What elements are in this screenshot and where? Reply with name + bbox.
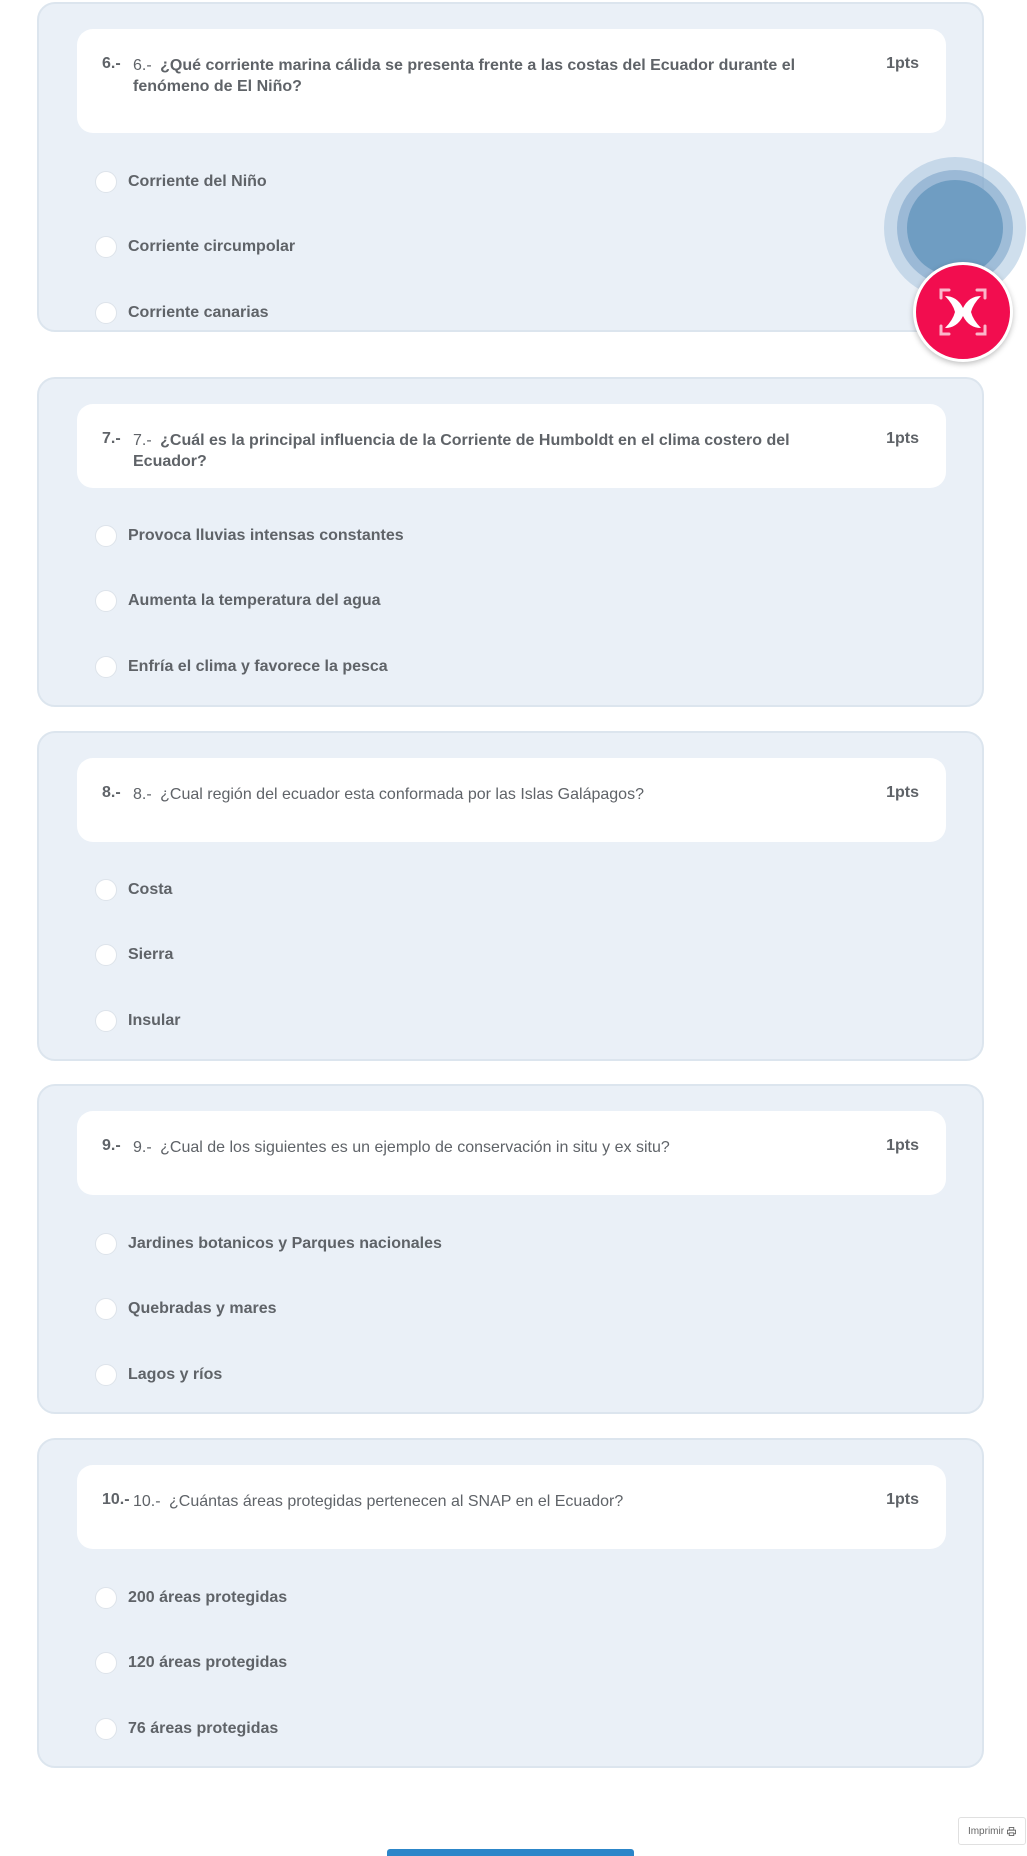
question-points: 1pts <box>886 430 919 447</box>
question-header <box>77 404 946 488</box>
radio-button[interactable] <box>95 1364 117 1386</box>
answer-label: Jardines botanicos y Parques nacionales <box>128 1235 442 1252</box>
answer-option[interactable] <box>95 877 172 903</box>
question-prefix: 6.- <box>133 57 152 74</box>
answer-label: Aumenta la temperatura del agua <box>128 592 381 609</box>
answer-option[interactable] <box>95 654 388 680</box>
question-body: ¿Cuál es la principal influencia de la Corriente de Humboldt en el clima costero del Ecuador? <box>133 432 790 470</box>
question-prefix: 9.- <box>133 1139 152 1156</box>
answer-label: Corriente canarias <box>128 304 269 321</box>
answer-label: Costa <box>128 881 173 898</box>
answer-option[interactable] <box>95 169 267 195</box>
question-number: 8.- <box>102 784 121 801</box>
answer-label: Sierra <box>128 946 174 963</box>
radio-button[interactable] <box>95 302 117 324</box>
answer-option[interactable] <box>95 1650 287 1676</box>
answer-option[interactable] <box>95 588 381 614</box>
answer-label: Quebradas y mares <box>128 1300 277 1317</box>
question-header <box>77 1111 946 1195</box>
radio-button[interactable] <box>95 879 117 901</box>
question-card-8 <box>37 731 984 1061</box>
question-points: 1pts <box>886 1491 919 1508</box>
radio-button[interactable] <box>95 236 117 258</box>
answer-option[interactable] <box>95 942 173 968</box>
radio-button[interactable] <box>95 944 117 966</box>
answer-label: Lagos y ríos <box>128 1366 223 1383</box>
print-label: Imprimir <box>967 1825 1005 1837</box>
radio-button[interactable] <box>95 1587 117 1609</box>
answer-label: Corriente del Niño <box>128 173 267 190</box>
question-text <box>133 1491 833 1512</box>
question-card-9 <box>37 1084 984 1414</box>
answer-option[interactable] <box>95 1362 222 1388</box>
question-card-6 <box>37 2 984 332</box>
radio-button[interactable] <box>95 1298 117 1320</box>
radio-button[interactable] <box>95 590 117 612</box>
question-header <box>77 758 946 842</box>
answer-label: 120 áreas protegidas <box>128 1654 288 1671</box>
answer-option[interactable] <box>95 1231 442 1257</box>
answer-label: Insular <box>128 1012 181 1029</box>
question-card-10 <box>37 1438 984 1768</box>
radio-button[interactable] <box>95 171 117 193</box>
question-body: ¿Cual región del ecuador esta conformada por las Islas Galápagos? <box>160 786 644 803</box>
question-prefix: 10.- <box>133 1493 161 1510</box>
question-header <box>77 29 946 133</box>
printer-icon <box>1007 1827 1016 1836</box>
question-number: 6.- <box>102 55 121 72</box>
question-header <box>77 1465 946 1549</box>
answer-option[interactable] <box>95 1585 287 1611</box>
question-prefix: 8.- <box>133 786 152 803</box>
question-text <box>133 430 833 472</box>
question-text <box>133 1137 833 1158</box>
question-body: ¿Cual de los siguientes es un ejemplo de conservación in situ y ex situ? <box>160 1139 670 1156</box>
radio-button[interactable] <box>95 1233 117 1255</box>
question-text <box>133 55 833 97</box>
print-button[interactable] <box>958 1817 1026 1845</box>
answer-option[interactable] <box>95 1716 278 1742</box>
question-text <box>133 784 833 805</box>
answer-option[interactable] <box>95 1296 277 1322</box>
answer-label: Provoca lluvias intensas constantes <box>128 527 404 544</box>
answer-option[interactable] <box>95 523 404 549</box>
question-body: ¿Cuántas áreas protegidas pertenecen al SNAP en el Ecuador? <box>169 1493 624 1510</box>
radio-button[interactable] <box>95 1010 117 1032</box>
answer-option[interactable] <box>95 234 295 260</box>
submit-button[interactable] <box>387 1849 634 1856</box>
answer-label: Corriente circumpolar <box>128 238 296 255</box>
question-points: 1pts <box>886 1137 919 1154</box>
close-button[interactable] <box>913 262 1013 362</box>
answer-label: 76 áreas protegidas <box>128 1720 279 1737</box>
answer-label: 200 áreas protegidas <box>128 1589 288 1606</box>
radio-button[interactable] <box>95 1718 117 1740</box>
close-icon <box>927 276 999 348</box>
question-number: 10.- <box>102 1491 130 1508</box>
question-number: 9.- <box>102 1137 121 1154</box>
answer-label: Enfría el clima y favorece la pesca <box>128 658 388 675</box>
question-body: ¿Qué corriente marina cálida se presenta frente a las costas del Ecuador durante el fenómeno de El Niño? <box>133 57 796 95</box>
radio-button[interactable] <box>95 656 117 678</box>
radio-button[interactable] <box>95 525 117 547</box>
question-number: 7.- <box>102 430 121 447</box>
radio-button[interactable] <box>95 1652 117 1674</box>
question-card-7 <box>37 377 984 707</box>
answer-option[interactable] <box>95 300 269 326</box>
answer-option[interactable] <box>95 1008 180 1034</box>
question-points: 1pts <box>886 784 919 801</box>
question-points: 1pts <box>886 55 919 72</box>
question-prefix: 7.- <box>133 432 152 449</box>
